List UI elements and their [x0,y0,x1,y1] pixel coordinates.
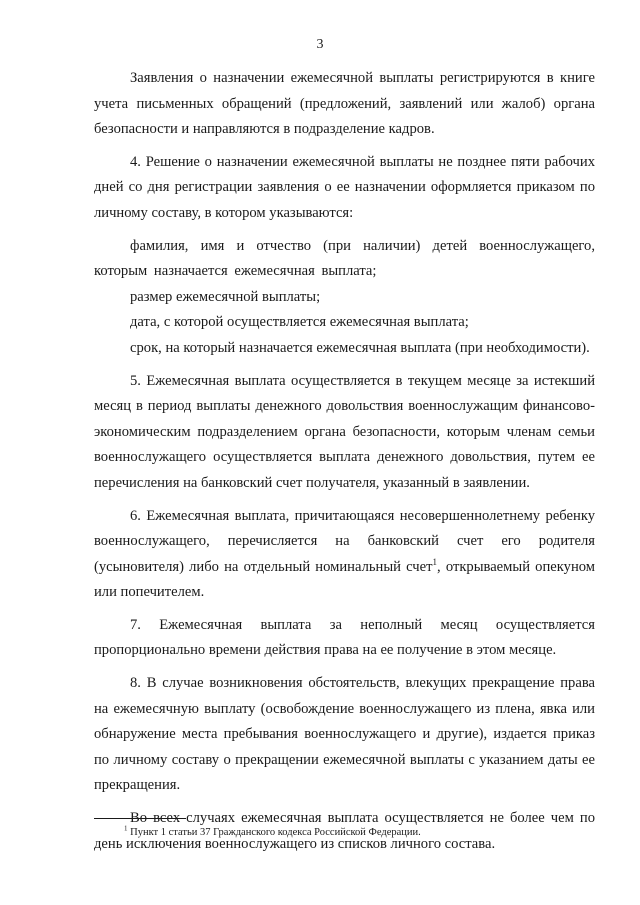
footnote-reference: 1 [432,556,438,567]
paragraph-6-text-start: 6. Ежемесячная выплата, причитающаяся несовершеннолетнему ребенку военнослужащего, перечисляется на банковский счет его родителя (усыновителя) либо на отдельный номинальный счет [94,507,595,575]
paragraph-4-decision: 4. Решение о назначении ежемесячной выплаты не позднее пяти рабочих дней со дня регистрации заявления о ее назначении оформляется приказом по личному составу, в котором указываются: [94,153,595,221]
list-item-start-date: дата, с которой осуществляется ежемесячная выплата; [130,314,469,331]
footnote-text: Пункт 1 статьи 37 Гражданского кодекса Российской Федерации. [127,827,421,838]
list-item-payment-term: срок, на который назначается ежемесячная выплата (при необходимости). [130,339,590,356]
paragraph-6-text-end: , открываемый опекуном или попечителем. [94,558,596,601]
paragraph-applications-registration: Заявления о назначении ежемесячной выплаты регистрируются в книге учета письменных обращений (предложений, заявлений или жалоб) органа безопасности и направляются в подразделение кадров. [94,70,595,138]
page-number: 3 [316,37,324,52]
paragraph-5-payment-procedure: 5. Ежемесячная выплата осуществляется в текущем месяце за истекший месяц в период выплаты денежного довольствия военнослужащим финансово-экономическим подразделением органа безопасности, которым членам семьи военнослужащего осуществляется выплата денежного довольствия, путем ее перечисления на банковский счет получателя, указанный в заявлении. [94,372,595,491]
list-item-payment-amount: размер ежемесячной выплаты; [130,288,321,305]
footnote-divider [94,818,186,819]
footnote [124,826,594,840]
paragraph-6-minor-child [94,504,595,606]
paragraph-7-partial-month: 7. Ежемесячная выплата за неполный месяц осуществляется пропорционально времени действия права на ее получение в этом месяце. [94,616,595,659]
paragraph-final-limit: Во всех случаях ежемесячная выплата осуществляется не более чем по день исключения военнослужащего из списков личного состава. [94,810,595,852]
document-body [94,66,595,857]
list-item-children-names: фамилия, имя и отчество (при наличии) детей военнослужащего, которым назначается ежемесячная выплата; [94,237,595,280]
footnote-marker: 1 [124,824,128,833]
paragraph-8-termination: 8. В случае возникновения обстоятельств, влекущих прекращение права на ежемесячную выплату (освобождение военнослужащего из плена, явка или обнаружение места пребывания военнослужащего и другие), издается приказ по личному составу о прекращении ежемесячной выплаты с указанием даты ее прекращения. [94,675,595,794]
